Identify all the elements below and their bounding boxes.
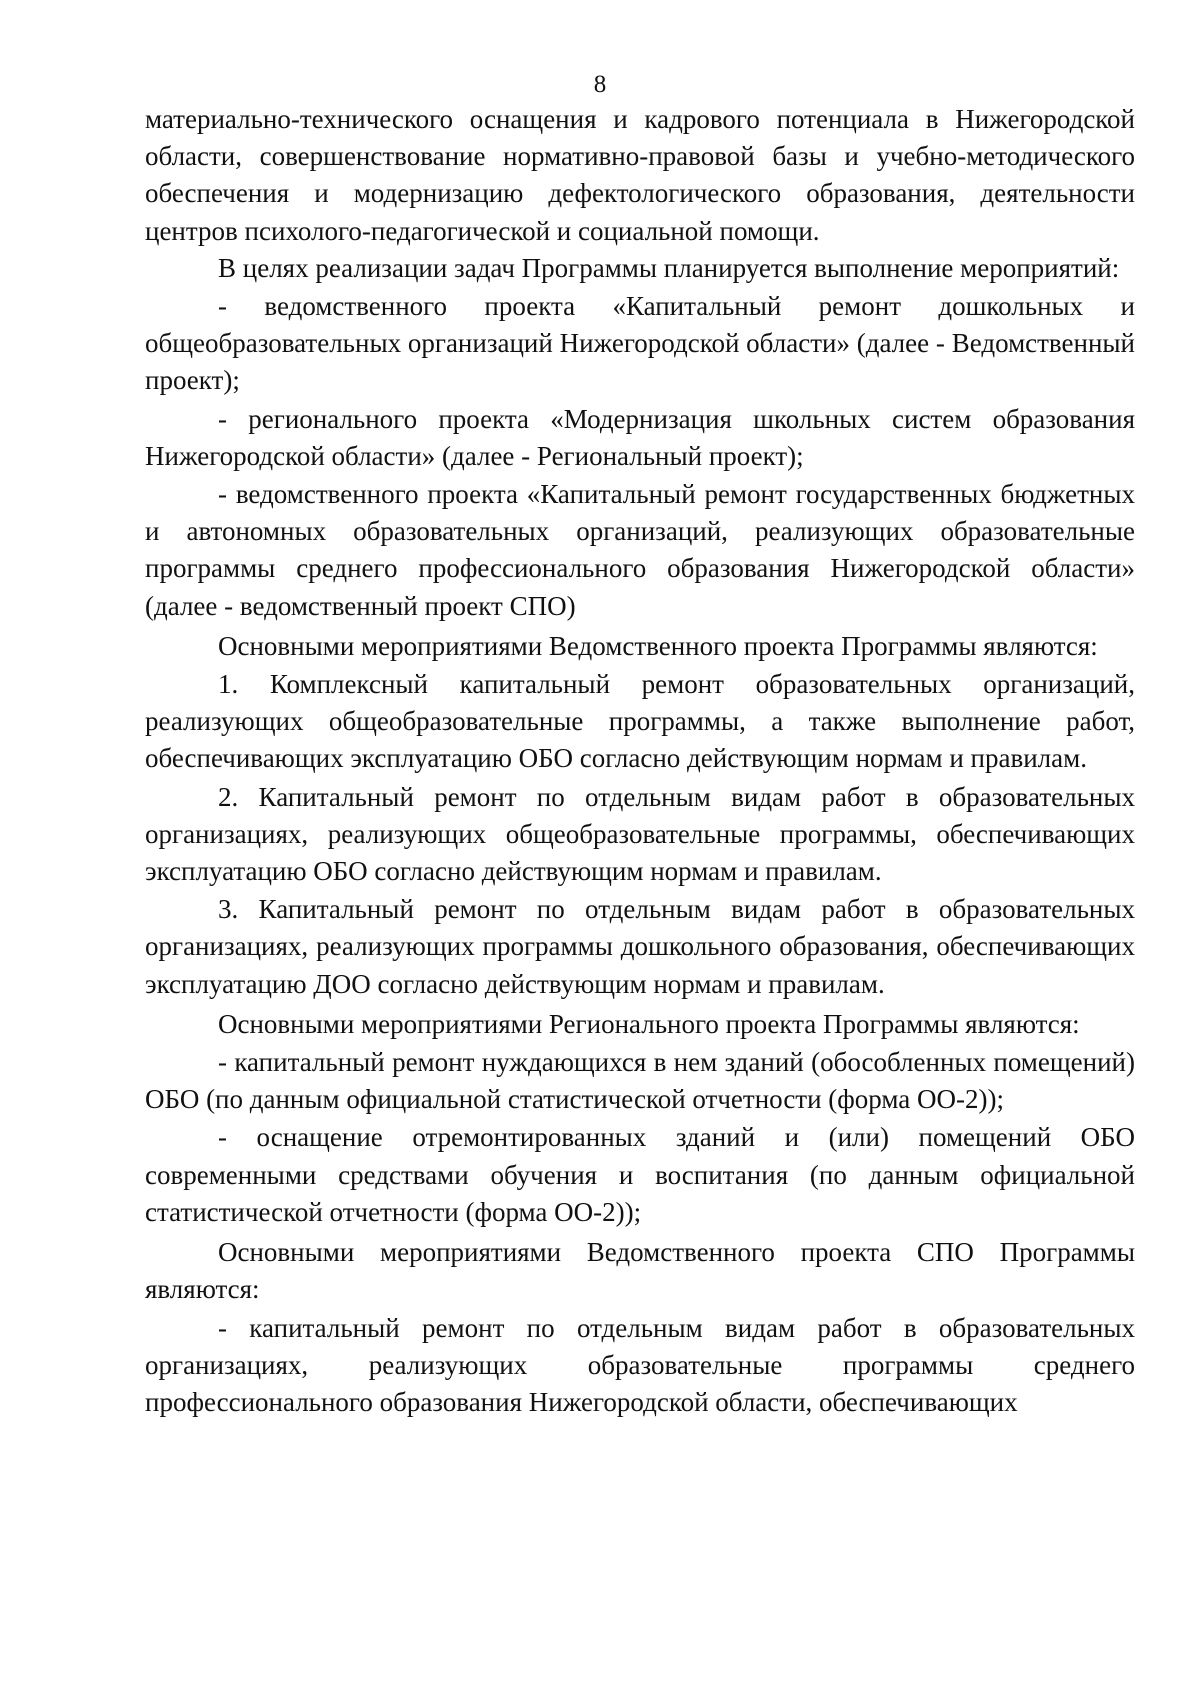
list-item-equipment: - оснащение отремонтированных зданий и (или) помещений ОБО современными средствами обучения и воспитания (по данным официальной статистической отчетности (форма ОО-2)); <box>145 1122 1135 1227</box>
list-item-regional-project: - регионального проекта «Модернизация школьных систем образования Нижегородской области» (далее - Региональный проект); <box>145 403 1135 471</box>
numbered-item-3: 3. Капитальный ремонт по отдельным видам работ в образовательных организациях, реализующих программы дошкольного образования, обеспечивающих эксплуатацию ДОО согласно действующим нормам и правилам. <box>145 894 1135 999</box>
paragraph-spo-heading: Основными мероприятиями Ведомственного проекта СПО Программы являются: <box>145 1237 1135 1305</box>
list-item-departmental-project: - ведомственного проекта «Капитальный ремонт дошкольных и общеобразовательных организаций Нижегородской области» (далее - Ведомственный проект); <box>145 291 1135 396</box>
list-item-spo-project: - ведомственного проекта «Капитальный ремонт государственных бюджетных и автономных образовательных организаций, реализующих образовательные программы среднего профессионального образования Нижегородской области» (далее - ведомственный проект СПО) <box>145 479 1135 621</box>
document-body <box>145 101 1135 1421</box>
paragraph-intro: В целях реализации задач Программы планируется выполнение мероприятий: <box>218 252 1120 283</box>
page-number: 8 <box>593 71 607 98</box>
paragraph-regional-heading: Основными мероприятиями Регионального проекта Программы являются: <box>218 1008 1080 1039</box>
paragraph-departmental-heading: Основными мероприятиями Ведомственного проекта Программы являются: <box>218 630 1098 661</box>
numbered-item-2: 2. Капитальный ремонт по отдельным видам работ в образовательных организациях, реализующих общеобразовательные программы, обеспечивающих эксплуатацию ОБО согласно действующим нормам и правилам. <box>145 781 1135 887</box>
paragraph-continuation: материально-технического оснащения и кадрового потенциала в Нижегородской области, совершенствование нормативно-правовой базы и учебно-методического обеспечения и модернизацию дефектологического образования, деятельности центров психолого-педагогической и социальной помощи. <box>145 104 1135 246</box>
list-item-repair: - капитальный ремонт нуждающихся в нем зданий (обособленных помещений) ОБО (по данным официальной статистической отчетности (форма ОО-2)); <box>145 1047 1135 1115</box>
list-item-spo-repair: - капитальный ремонт по отдельным видам работ в образовательных организациях, реализующих образовательные программы среднего профессионального образования Нижегородской области, обеспечивающих <box>145 1312 1135 1417</box>
numbered-item-1: 1. Комплексный капитальный ремонт образовательных организаций, реализующих общеобразовательные программы, а также выполнение работ, обеспечивающих эксплуатацию ОБО согласно действующим нормам и правилам. <box>145 669 1135 774</box>
